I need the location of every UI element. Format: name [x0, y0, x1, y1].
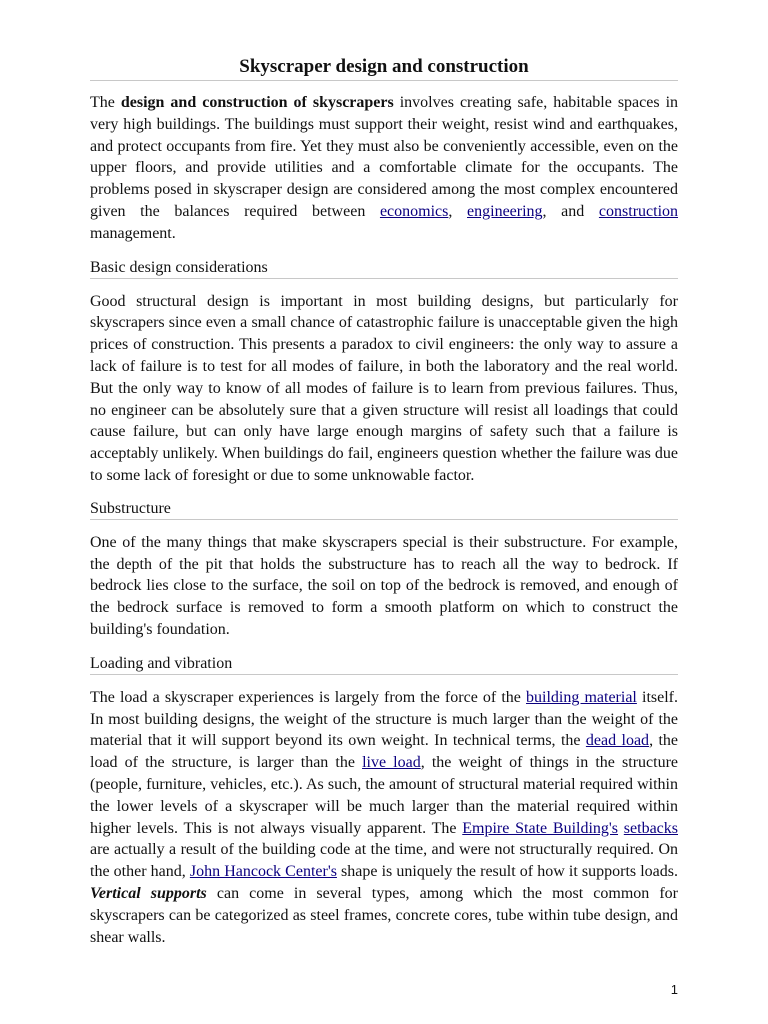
- loading-text-7: shape is uniquely the result of how it supports loads.: [336, 863, 679, 881]
- loading-text-3: , the load of the structure, is larger than the: [90, 732, 679, 772]
- heading-basic-design: Basic design considerations: [90, 257, 678, 279]
- loading-text-1: The load a skyscraper experiences is largely from the force of the: [90, 688, 527, 706]
- link-john-hancock-center[interactable]: John Hancock Center's: [189, 863, 337, 881]
- intro-text-1: The: [90, 94, 121, 111]
- loading-text-6: are actually a result of the building code at the time, and were not structurally required. On the other hand,: [90, 841, 678, 881]
- basic-design-paragraph: Good structural design is important in most building designs, but particularly for skyscrapers since even a small chance of catastrophic failure is unacceptable given the high prices of construction. This presents a paradox to civil engineers: the only way to assure a lack of failure is to test for all modes of failure, in both the laboratory and the real world. But the only way to know of all modes of failure is to learn from previous failures. Thus, no engineer can be absolutely sure that a given structure will resist all loadings that could cause failure, but can only have large enough margins of safety such that a failure is acceptably unlikely. When buildings do fail, engineers question whether the failure was due to some lack of foresight or due to some unknowable factor.: [90, 292, 678, 484]
- heading-substructure: Substructure: [90, 498, 678, 520]
- intro-paragraph: [90, 92, 678, 245]
- link-building-material[interactable]: building material: [526, 688, 637, 706]
- loading-text-4: , the weight of things in the structure (people, furniture, vehicles, etc.). As such, the amount of structural material required within the lower levels of a skyscraper will be much larger than the material required within higher levels. This is not always visually apparent. The: [90, 754, 678, 837]
- page-title: Skyscraper design and construction: [90, 55, 678, 81]
- intro-text-4: , and: [542, 202, 599, 220]
- page-number: 1: [670, 982, 678, 997]
- intro-text-2: involves creating safe, habitable spaces in very high buildings. The buildings must support their weight, resist wind and earthquakes, and protect occupants from fire. Yet they must also be conveniently accessible, even on the upper floors, and provide utilities and a comfortable climate for the occupants. The problems posed in skyscraper design are considered among the most complex encountered given the balances required between: [90, 94, 679, 220]
- vertical-supports-term: Vertical supports: [90, 884, 207, 902]
- document-page: [90, 55, 678, 948]
- loading-text-2: itself. In most building designs, the weight of the structure is much larger than the weight of the material that it will support beyond its own weight. In technical terms, the: [90, 688, 678, 750]
- link-construction[interactable]: construction: [598, 202, 679, 220]
- link-economics[interactable]: economics: [379, 202, 449, 220]
- intro-text-5: management.: [90, 224, 176, 242]
- intro-text-3: ,: [448, 202, 468, 220]
- link-empire-state-building[interactable]: Empire State Building's: [462, 819, 619, 837]
- intro-bold-term: design and construction of skyscrapers: [120, 94, 394, 111]
- link-live-load[interactable]: live load: [362, 754, 421, 772]
- link-engineering[interactable]: engineering: [467, 202, 543, 220]
- link-setbacks[interactable]: setbacks: [623, 819, 678, 837]
- substructure-paragraph: One of the many things that make skyscrapers special is their substructure. For example, the depth of the pit that holds the substructure has to reach all the way to bedrock. If bedrock lies close to the surface, the soil on top of the bedrock is removed, and enough of the bedrock surface is removed to form a smooth platform on which to construct the building's foundation.: [90, 533, 678, 638]
- heading-loading-vibration: Loading and vibration: [90, 653, 678, 675]
- loading-paragraph: [90, 687, 678, 949]
- loading-text-8: can come in several types, among which the most common for skyscrapers can be categorized as steel frames, concrete cores, tube within tube design, and shear walls.: [90, 884, 679, 946]
- link-dead-load[interactable]: dead load: [585, 732, 650, 750]
